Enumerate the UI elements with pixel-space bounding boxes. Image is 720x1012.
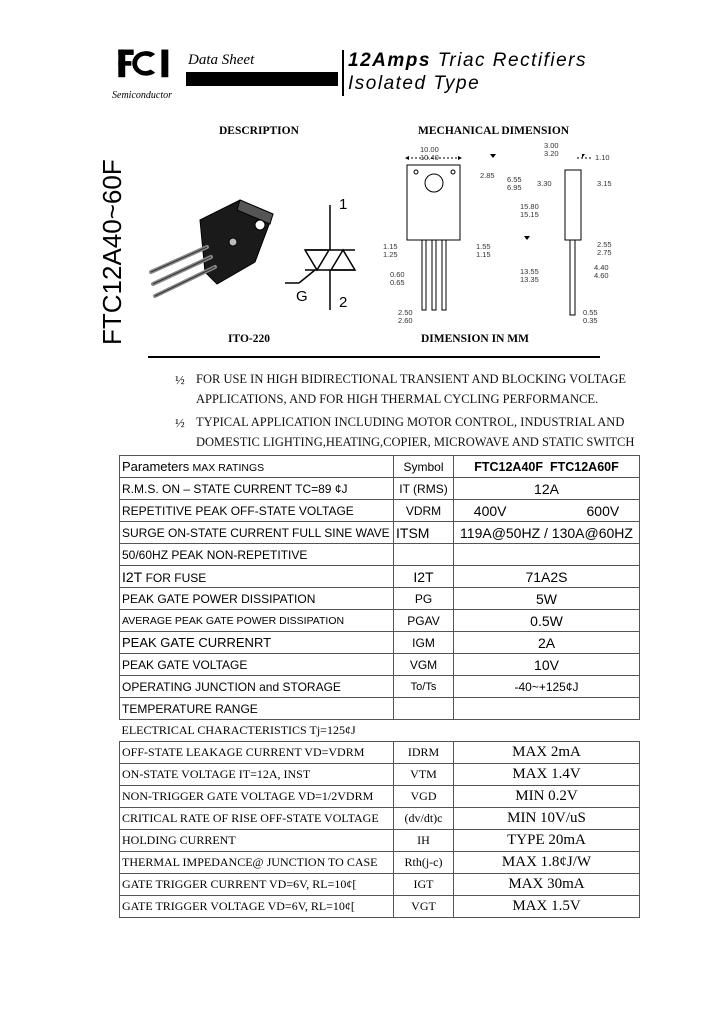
dim-1-15b: 1.15 [476, 250, 491, 259]
param-cell: CRITICAL RATE OF RISE OFF-STATE VOLTAGE [120, 808, 394, 830]
dim-13-35: 13.35 [520, 275, 539, 284]
dim-2-85: 2.85 [480, 171, 495, 180]
section-rule [148, 356, 600, 358]
value-cell: MAX 1.4V [454, 764, 640, 786]
package-illustration [145, 192, 280, 307]
param-cell: PEAK GATE POWER DISSIPATION [120, 588, 394, 610]
fci-logo [110, 48, 182, 88]
dim-4-40: 4.40 [594, 263, 609, 272]
mechanical-drawing [380, 140, 630, 330]
dim-4-60: 4.60 [594, 271, 609, 280]
value-cell: -40~+125¢J [454, 676, 640, 698]
table-row [120, 610, 640, 632]
model1-header: FTC12A40F [474, 459, 544, 474]
symbol-cell: Rth(j-c) [394, 852, 454, 874]
value-cell: MIN 0.2V [454, 786, 640, 808]
param-cell: R.M.S. ON – STATE CURRENT TC=89 ¢J [120, 478, 394, 500]
electrical-header-row [120, 720, 640, 742]
dim-15-80: 15.80 [520, 202, 539, 211]
param-header: Parameters [122, 459, 190, 474]
param-cell: HOLDING CURRENT [120, 830, 394, 852]
param-cell: SURGE ON-STATE CURRENT FULL SINE WAVE [120, 522, 394, 544]
symbol-cell: IGM [394, 632, 454, 654]
dimension-unit-label: DIMENSION IN MM [421, 333, 529, 345]
param-cell: PEAK GATE CURRENRT [120, 632, 394, 654]
dim-3-15: 3.15 [597, 179, 612, 188]
bullet-1 [175, 372, 185, 388]
mechanical-heading: MECHANICAL DIMENSION [418, 125, 570, 137]
spec-table [119, 455, 640, 918]
package-label: ITO-220 [228, 333, 270, 345]
table-row [120, 522, 640, 544]
param-cell: REPETITIVE PEAK OFF-STATE VOLTAGE [120, 500, 394, 522]
table-row [120, 478, 640, 500]
param-cell: 50/60HZ PEAK NON-REPETITIVE [120, 544, 394, 566]
title-rest: Triac Rectifiers [430, 50, 587, 71]
value-cell: MIN 10V/uS [454, 808, 640, 830]
page-title [348, 50, 587, 72]
param-cell: TEMPERATURE RANGE [120, 698, 394, 720]
symbol-cell: IT (RMS) [394, 478, 454, 500]
dim-2-60: 2.60 [398, 316, 413, 325]
model2-header: FTC12A60F [549, 459, 619, 474]
param-cell: ON-STATE VOLTAGE IT=12A, INST [120, 764, 394, 786]
page-subtitle: Isolated Type [348, 73, 481, 94]
table-row [120, 830, 640, 852]
table-row [120, 566, 640, 588]
table-row [120, 808, 640, 830]
symbol-cell: I2T [394, 566, 454, 588]
dim-0-65: 0.65 [390, 278, 405, 287]
dim-0-60: 0.60 [390, 270, 405, 279]
symbol-cell: VGM [394, 654, 454, 676]
dim-2-55: 2.55 [597, 240, 612, 249]
bullet-2 [175, 415, 185, 431]
value-cell: MAX 1.8¢J/W [454, 852, 640, 874]
table-row [120, 786, 640, 808]
symbol-cell: IH [394, 830, 454, 852]
table-row [120, 698, 640, 720]
header-bar [186, 72, 338, 86]
max-ratings-header: MAX RATINGS [192, 462, 265, 474]
dim-6-55: 6.55 [507, 175, 522, 184]
dim-3-00: 3.00 [544, 141, 559, 150]
table-row [120, 654, 640, 676]
table-row [120, 588, 640, 610]
value-cell: MAX 2mA [454, 742, 640, 764]
dim-3-30: 3.30 [537, 179, 552, 188]
bullet-2-line2: DOMESTIC LIGHTING,HEATING,COPIER, MICROWAVE AND STATIC SWITCH [196, 435, 635, 449]
value-cell: 71A2S [454, 566, 640, 588]
dim-2-50: 2.50 [398, 308, 413, 317]
table-header-row [120, 456, 640, 478]
table-row [120, 500, 640, 522]
dim-13-55: 13.55 [520, 267, 539, 276]
dim-1-10: 1.10 [595, 153, 610, 162]
param-cell: AVERAGE PEAK GATE POWER DISSIPATION [120, 610, 394, 632]
symbol-cell: PG [394, 588, 454, 610]
bullet-1-line1: FOR USE IN HIGH BIDIRECTIONAL TRANSIENT AND BLOCKING VOLTAGE [196, 372, 627, 386]
symbol-cell: VTM [394, 764, 454, 786]
description-heading: DESCRIPTION [219, 125, 299, 137]
terminal-2-label: 2 [339, 294, 348, 311]
value-cell: 2A [454, 632, 640, 654]
symbol-cell: VDRM [394, 500, 454, 522]
table-row [120, 852, 640, 874]
symbol-cell: IGT [394, 874, 454, 896]
value-cell: 10V [454, 654, 640, 676]
symbol-cell: ITSM [394, 522, 454, 544]
param-cell: NON-TRIGGER GATE VOLTAGE VD=1/2VDRM [120, 786, 394, 808]
symbol-cell: PGAV [394, 610, 454, 632]
dim-10-40: 10.40 [420, 153, 439, 162]
symbol-cell: IDRM [394, 742, 454, 764]
dim-10-00: 10.00 [420, 145, 439, 154]
value-cell: MAX 1.5V [454, 896, 640, 918]
param-cell: GATE TRIGGER CURRENT VD=6V, RL=10¢[ [120, 874, 394, 896]
symbol-cell: VGD [394, 786, 454, 808]
value-cell [454, 500, 640, 522]
value-cell: 5W [454, 588, 640, 610]
bullet-2-line1: TYPICAL APPLICATION INCLUDING MOTOR CONTROL, INDUSTRIAL AND [196, 415, 625, 429]
part-number-vertical: FTC12A40~60F [97, 159, 127, 345]
dim-6-95: 6.95 [507, 183, 522, 192]
dim-0-35: 0.35 [583, 316, 598, 325]
logo-subtitle: Semiconductor [112, 90, 172, 101]
gate-label: G [296, 288, 308, 305]
table-row [120, 764, 640, 786]
dim-15-15: 15.15 [520, 210, 539, 219]
dim-1-25: 1.25 [383, 250, 398, 259]
electrical-header: ELECTRICAL CHARACTERISTICS Tj=125¢J [120, 720, 640, 742]
table-row [120, 742, 640, 764]
param-cell: OFF-STATE LEAKAGE CURRENT VD=VDRM [120, 742, 394, 764]
value-600v: 600V [586, 502, 620, 519]
table-row [120, 874, 640, 896]
value-cell: MAX 30mA [454, 874, 640, 896]
symbol-cell: (dv/dt)c [394, 808, 454, 830]
value-cell: 12A [454, 478, 640, 500]
param-cell: GATE TRIGGER VOLTAGE VD=6V, RL=10¢[ [120, 896, 394, 918]
bullet-1-line2: APPLICATIONS, AND FOR HIGH THERMAL CYCLING PERFORMANCE. [196, 392, 599, 406]
table-row [120, 676, 640, 698]
param-cell: OPERATING JUNCTION and STORAGE [120, 676, 394, 698]
dim-0-55: 0.55 [583, 308, 598, 317]
dim-1-55: 1.55 [476, 242, 491, 251]
value-cell: 119A@50HZ / 130A@60HZ [454, 522, 640, 544]
param-cell: THERMAL IMPEDANCE@ JUNCTION TO CASE [120, 852, 394, 874]
table-row [120, 544, 640, 566]
param-cell: PEAK GATE VOLTAGE [120, 654, 394, 676]
symbol-header: Symbol [394, 456, 454, 478]
terminal-1-label: 1 [339, 196, 348, 213]
value-400v: 400V [473, 502, 507, 519]
symbol-cell: To/Ts [394, 676, 454, 698]
dim-3-20: 3.20 [544, 149, 559, 158]
table-row [120, 632, 640, 654]
title-amps: 12Amps [348, 50, 431, 71]
dim-2-75: 2.75 [597, 248, 612, 257]
for-fuse-label: FOR FUSE [142, 570, 207, 585]
symbol-cell: VGT [394, 896, 454, 918]
title-separator [342, 50, 344, 96]
value-cell: 0.5W [454, 610, 640, 632]
dim-1-15a: 1.15 [383, 242, 398, 251]
bullet-1-mark: ½ [175, 372, 185, 387]
bullet-2-mark: ½ [175, 415, 185, 430]
table-row [120, 896, 640, 918]
datasheet-label: Data Sheet [188, 52, 255, 68]
i2t-label: I2T [122, 568, 143, 585]
value-cell: TYPE 20mA [454, 830, 640, 852]
